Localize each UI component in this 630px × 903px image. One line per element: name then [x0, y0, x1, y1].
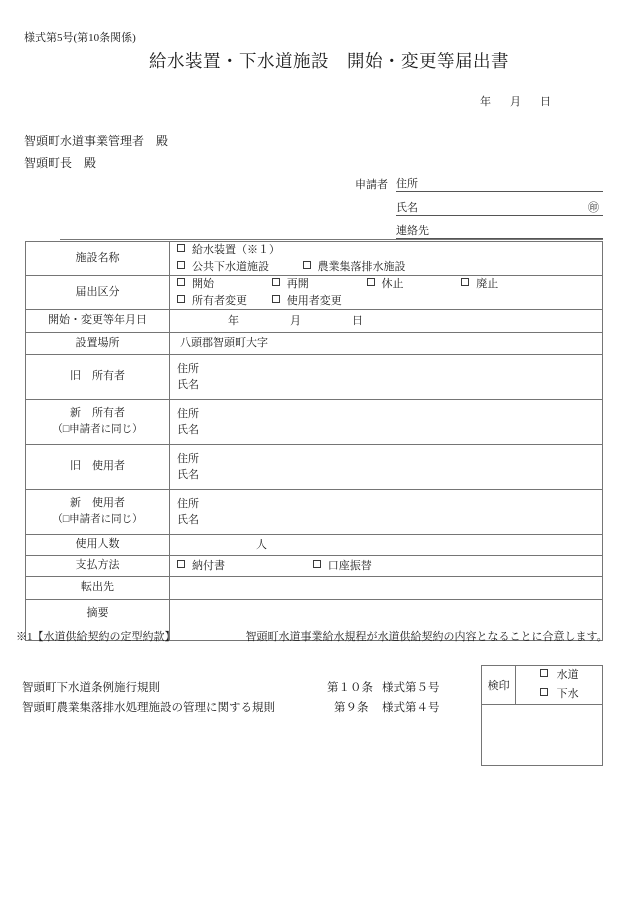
- table-row: [26, 355, 603, 400]
- applicant-contact-label: 連絡先: [396, 225, 429, 237]
- table-row: [26, 445, 603, 490]
- former-owner-name: 氏名: [177, 379, 199, 391]
- date-year-label: 年: [480, 96, 491, 108]
- row-value-former-owner[interactable]: [170, 355, 603, 400]
- applicant-contact-field[interactable]: [396, 221, 603, 239]
- seal-icon: ㊞: [588, 202, 599, 214]
- checkbox-icon[interactable]: [313, 560, 321, 568]
- former-owner-address: 住所: [177, 362, 199, 375]
- form-number: 様式第5号(第10条関係): [24, 32, 136, 44]
- checkbox-label: 口座振替: [327, 559, 372, 572]
- table-row: [26, 535, 603, 556]
- reference-article: 第９条: [334, 702, 369, 714]
- row-value-facility-name: [170, 242, 603, 276]
- row-value-moving-destination[interactable]: [170, 577, 603, 600]
- table-row: [26, 333, 603, 355]
- installation-place-value: 八頭郡智頭町大字: [180, 337, 268, 350]
- facility-name-line1: [177, 242, 602, 259]
- table-row: [26, 577, 603, 600]
- checkbox-label: 納付書: [192, 559, 225, 572]
- checkbox-abolish[interactable]: [461, 276, 553, 293]
- row-label-former-owner: 旧 所有者: [26, 355, 170, 400]
- checkbox-label: 使用者変更: [286, 294, 342, 307]
- checkbox-label: 水道: [556, 669, 579, 681]
- new-owner-address: 住所: [177, 407, 199, 420]
- footnote-mark: ※1: [16, 631, 33, 643]
- stamp-options: [516, 666, 603, 705]
- checkbox-owner-change[interactable]: [177, 293, 269, 310]
- checkbox-icon[interactable]: [177, 560, 185, 568]
- stamp-label: 検印: [482, 666, 516, 705]
- user-count-unit: 人: [256, 538, 267, 551]
- change-date-year: 年: [228, 314, 239, 327]
- reference-form: 様式第４号: [382, 702, 440, 714]
- checkbox-icon[interactable]: [540, 688, 548, 696]
- checkbox-label: 廃止: [476, 278, 499, 290]
- former-user-address: 住所: [177, 452, 199, 465]
- table-row: [26, 310, 603, 333]
- new-user-same-as-applicant[interactable]: （□申請者に同じ）: [52, 514, 143, 526]
- applicant-name-field[interactable]: [396, 198, 603, 216]
- applicant-bottom-rule: [60, 239, 603, 240]
- checkbox-water-supply[interactable]: [177, 242, 280, 259]
- checkbox-agricultural-drainage[interactable]: [303, 259, 406, 276]
- row-label-user-count: 使用人数: [26, 535, 170, 556]
- checkbox-icon[interactable]: [177, 261, 185, 269]
- row-value-notification-type: [170, 276, 603, 310]
- reference-regulation-name: 智頭町下水道条例施行規則: [22, 682, 160, 694]
- table-row: [26, 242, 603, 276]
- row-value-change-date[interactable]: [170, 310, 603, 333]
- footnote-body: 智頭町水道事業給水規程が水道供給契約の内容となることに合意します。: [245, 631, 608, 643]
- row-value-installation-place[interactable]: [170, 333, 603, 355]
- row-label-new-owner: 新 所有者 （□申請者に同じ）: [26, 400, 170, 445]
- table-row: [26, 556, 603, 577]
- applicant-label: 申請者: [355, 179, 388, 191]
- stamp-blank-row: [482, 704, 603, 765]
- date-month-label: 月: [510, 96, 521, 108]
- checkbox-label: 公共下水道施設: [192, 260, 269, 273]
- row-label-moving-destination: 転出先: [26, 577, 170, 600]
- row-value-user-count[interactable]: [170, 535, 603, 556]
- checkbox-water-option[interactable]: [516, 666, 602, 685]
- checkbox-label: 給水装置（※１）: [192, 244, 280, 256]
- table-row: [26, 276, 603, 310]
- former-user-name: 氏名: [177, 469, 199, 481]
- footnote: [16, 628, 616, 644]
- facility-name-line2: [177, 259, 602, 276]
- new-user-name: 氏名: [177, 514, 199, 526]
- checkbox-suspend[interactable]: [367, 276, 459, 293]
- checkbox-start[interactable]: [177, 276, 269, 293]
- checkbox-public-sewer[interactable]: [177, 259, 269, 276]
- new-owner-same-as-applicant[interactable]: （□申請者に同じ）: [52, 424, 143, 436]
- checkbox-icon[interactable]: [461, 278, 469, 286]
- stamp-blank-area[interactable]: [482, 704, 603, 765]
- checkbox-label: 再開: [286, 278, 309, 290]
- applicant-address-field[interactable]: [396, 174, 603, 192]
- checkbox-label: 下水: [556, 687, 579, 700]
- reference-regulation-name: 智頭町農業集落排水処理施設の管理に関する規則: [22, 702, 275, 714]
- new-owner-name: 氏名: [177, 424, 199, 436]
- checkbox-icon[interactable]: [540, 669, 548, 677]
- row-value-new-user[interactable]: [170, 490, 603, 535]
- notification-type-line2: [177, 293, 602, 310]
- checkbox-icon[interactable]: [177, 295, 185, 303]
- reference-line-2: [22, 699, 440, 715]
- checkbox-bank-transfer[interactable]: [313, 558, 372, 575]
- checkbox-icon[interactable]: [177, 278, 185, 286]
- row-label-change-date: 開始・変更等年月日: [26, 310, 170, 333]
- checkbox-icon[interactable]: [177, 244, 185, 252]
- row-label-installation-place: 設置場所: [26, 333, 170, 355]
- checkbox-icon[interactable]: [272, 278, 280, 286]
- page-title: 給水装置・下水道施設 開始・変更等届出書: [149, 51, 509, 71]
- footnote-clause-title: 【水道供給契約の定型約款】: [32, 631, 176, 643]
- checkbox-icon[interactable]: [367, 278, 375, 286]
- reference-article: 第１０条: [327, 682, 373, 694]
- checkbox-icon[interactable]: [272, 295, 280, 303]
- change-date-month: 月: [290, 314, 301, 327]
- notification-type-line1: [177, 276, 602, 293]
- applicant-address-label: 住所: [396, 178, 418, 190]
- application-table: [25, 241, 603, 641]
- row-value-former-user[interactable]: [170, 445, 603, 490]
- addressee-water-manager: 智頭町水道事業管理者 殿: [24, 134, 169, 148]
- row-value-payment-method: [170, 556, 603, 577]
- checkbox-label: 開始: [192, 278, 214, 290]
- row-label-former-user: 旧 使用者: [26, 445, 170, 490]
- reference-line-1: [22, 679, 440, 695]
- row-value-new-owner[interactable]: [170, 400, 603, 445]
- date-day-label: 日: [540, 96, 551, 108]
- checkbox-user-change[interactable]: [272, 293, 342, 310]
- row-label-new-user: 新 使用者 （□申請者に同じ）: [26, 490, 170, 535]
- row-label-payment-method: 支払方法: [26, 556, 170, 577]
- new-user-address: 住所: [177, 497, 199, 510]
- checkbox-label: 農業集落排水施設: [317, 260, 406, 273]
- row-label-facility-name: 施設名称: [26, 242, 170, 276]
- submission-date-line: [480, 93, 551, 109]
- change-date-day: 日: [352, 314, 363, 327]
- checkbox-payment-slip[interactable]: [177, 558, 310, 575]
- table-row: [26, 400, 603, 445]
- applicant-name-label: 氏名: [396, 202, 418, 214]
- inspection-stamp-box: [481, 665, 603, 766]
- addressee-mayor: 智頭町長 殿: [24, 156, 97, 170]
- reference-form: 様式第５号: [382, 682, 440, 694]
- checkbox-icon[interactable]: [303, 261, 311, 269]
- stamp-header-row: [482, 666, 603, 705]
- checkbox-label: 休止: [381, 278, 404, 290]
- checkbox-sewer-option[interactable]: [516, 685, 602, 704]
- row-label-notification-type: 届出区分: [26, 276, 170, 310]
- table-row: [26, 490, 603, 535]
- checkbox-label: 所有者変更: [192, 294, 247, 307]
- row-label-remarks: 摘要: [26, 600, 170, 641]
- checkbox-restart[interactable]: [272, 276, 364, 293]
